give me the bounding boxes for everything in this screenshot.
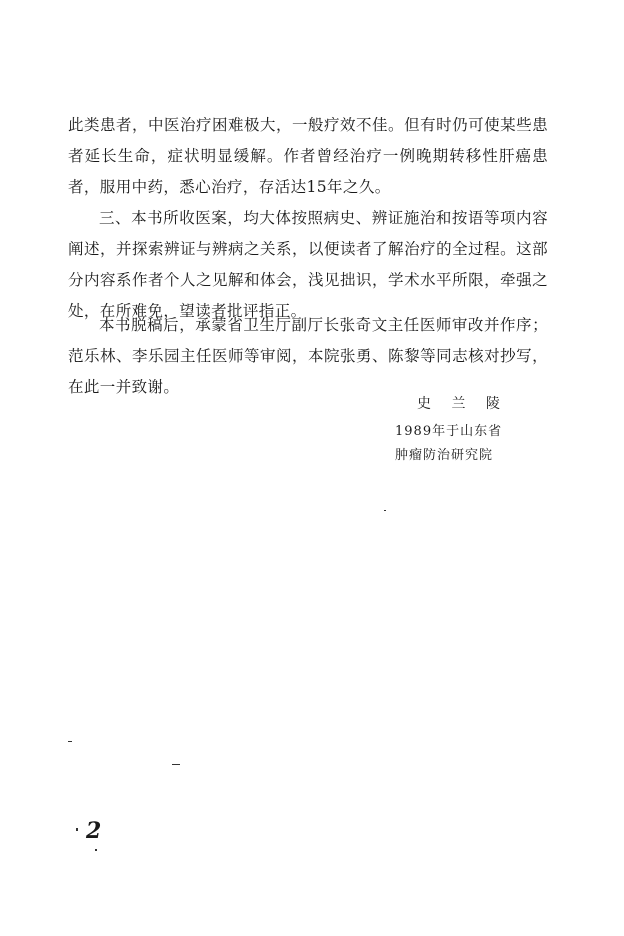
scan-speck bbox=[95, 849, 97, 851]
scan-speck bbox=[384, 510, 386, 511]
paragraph-continuation: 此类患者，中医治疗困难极大，一般疗效不佳。但有时仍可使某些患者延长生命，症状明显缓解。作者曾经治疗一例晚期转移性肝癌患者，服用中药，悉心治疗，存活达15年之久。 bbox=[68, 116, 548, 196]
scan-speck bbox=[172, 764, 180, 765]
scan-speck bbox=[68, 741, 72, 742]
paragraph-acknowledgements: 本书脱稿后，承蒙省卫生厅副厅长张奇文主任医师审改并作序；范乐林、李乐园主任医师等审阅，本院张勇、陈黎等同志核对抄写，在此一并致谢。 bbox=[68, 316, 548, 396]
author-name: 史 兰 陵 bbox=[417, 396, 508, 412]
signature-block bbox=[395, 392, 508, 468]
signature-organization: 肿瘤防治研究院 bbox=[395, 448, 494, 463]
page-number: 2 bbox=[86, 818, 102, 844]
paragraph-case-records: 三、本书所收医案，均大体按照病史、辨证施治和按语等项内容阐述，并探索辨证与辨病之关系，以便读者了解治疗的全过程。这部分内容系作者个人之见解和体会，浅见拙识，学术水平所限，牵强之处，在所难免，望读者批评指正。 bbox=[68, 209, 548, 320]
scan-speck bbox=[76, 828, 78, 831]
signature-date: 1989年于山东省 bbox=[395, 424, 503, 439]
